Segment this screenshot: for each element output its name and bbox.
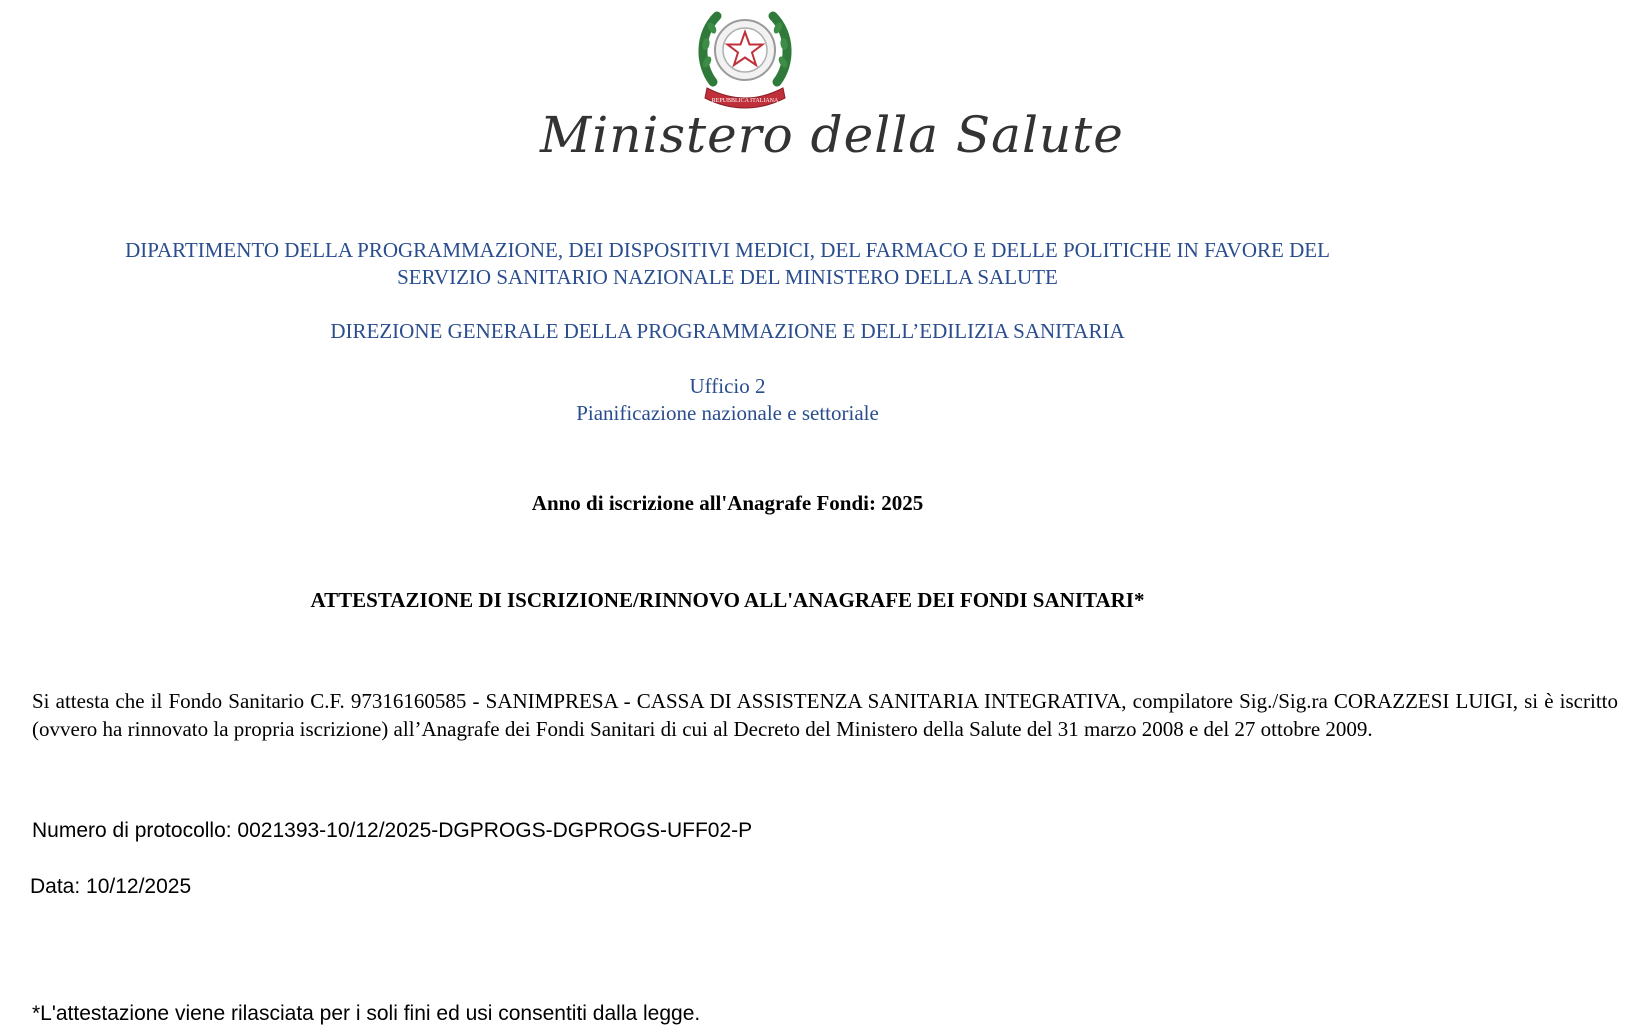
document-date: Data: 10/12/2025: [30, 875, 192, 898]
registration-year-line: Anno di iscrizione all'Anagrafe Fondi: 2025: [531, 491, 924, 515]
office-description: Pianificazione nazionale e settoriale: [576, 401, 879, 425]
svg-text:REPUBBLICA ITALIANA: REPUBBLICA ITALIANA: [711, 98, 779, 104]
office-name: Ufficio 2: [689, 374, 766, 398]
department-name-line-2: SERVIZIO SANITARIO NAZIONALE DEL MINISTERO DELLA SALUTE: [397, 265, 1058, 289]
protocol-number: Numero di protocollo: 0021393-10/12/2025-DGPROGS-DGPROGS-UFF02-P: [32, 819, 753, 842]
italian-republic-emblem-icon: [693, 4, 797, 112]
document-title: ATTESTAZIONE DI ISCRIZIONE/RINNOVO ALL'ANAGRAFE DEI FONDI SANITARI*: [310, 588, 1145, 612]
directorate-name: DIREZIONE GENERALE DELLA PROGRAMMAZIONE E DELL’EDILIZIA SANITARIA: [330, 319, 1125, 343]
footnote: *L'attestazione viene rilasciata per i soli fini ed usi consentiti dalla legge.: [32, 1002, 701, 1025]
department-name-line-1: DIPARTIMENTO DELLA PROGRAMMAZIONE, DEI DISPOSITIVI MEDICI, DEL FARMACO E DELLE POLITICHE IN FAVORE DEL: [125, 238, 1330, 262]
ministry-wordmark-logo: Ministero della Salute: [540, 106, 1124, 164]
attestation-body: Si attesta che il Fondo Sanitario C.F. 97316160585 - SANIMPRESA - CASSA DI ASSISTENZA SANITARIA INTEGRATIVA, compilatore Sig./Sig.ra CORAZZESI LUIGI, si è iscritto (ovvero ha rinnovato la propria iscrizione) all’Anagrafe dei Fondi Sanitari di cui al Decreto del Ministero della Salute del 31 marzo 2008 e del 27 ottobre 2009.: [32, 689, 1618, 741]
